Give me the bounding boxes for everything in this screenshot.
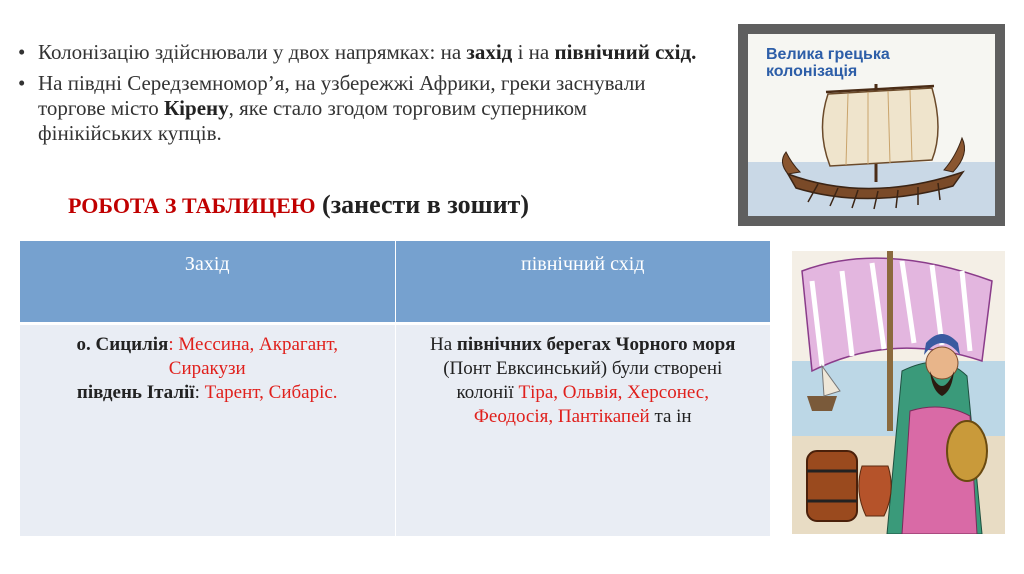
- task-heading: РОБОТА З ТАБЛИЦЕЮ (занести в зошит): [68, 190, 529, 219]
- cell-northeast: На північних берегах Чорного моря (Понт Евксинський) були створені колонії Тіра, Ольвія, Херсонес, Феодосія, Пантікапей та ін: [395, 324, 771, 537]
- image-caption: Велика грецька колонізація: [766, 46, 890, 80]
- table-header-row: [20, 241, 771, 324]
- cell-west: о. Сицилія: Мессина, Акрагант, Сиракузи південь Італії: Тарент, Сибаріс.: [20, 324, 396, 537]
- colonization-table: [19, 240, 771, 537]
- bullet-item-2: • На півдні Середземномор’я, на узбережжі Африки, греки заснували торгове місто Кірену, яке стало згодом торговим суперником фінікійських купців.: [18, 71, 646, 145]
- ship-illustration-icon: [748, 34, 995, 216]
- bullet-dot-icon: •: [18, 40, 26, 64]
- header-northeast: північний схід: [395, 241, 771, 324]
- merchant-illustration-icon: [792, 251, 1005, 534]
- header-west: Захід: [20, 241, 396, 324]
- bullet-list: [14, 40, 704, 152]
- bullet-item-1: • Колонізацію здійснювали у двох напрямках: на захід і на північний схід.: [18, 40, 697, 64]
- table-row: [20, 324, 771, 537]
- merchant-image: [792, 251, 1005, 534]
- bullet-dot-icon: •: [18, 71, 26, 95]
- ship-image: [748, 34, 995, 216]
- ship-image-frame: [738, 24, 1005, 226]
